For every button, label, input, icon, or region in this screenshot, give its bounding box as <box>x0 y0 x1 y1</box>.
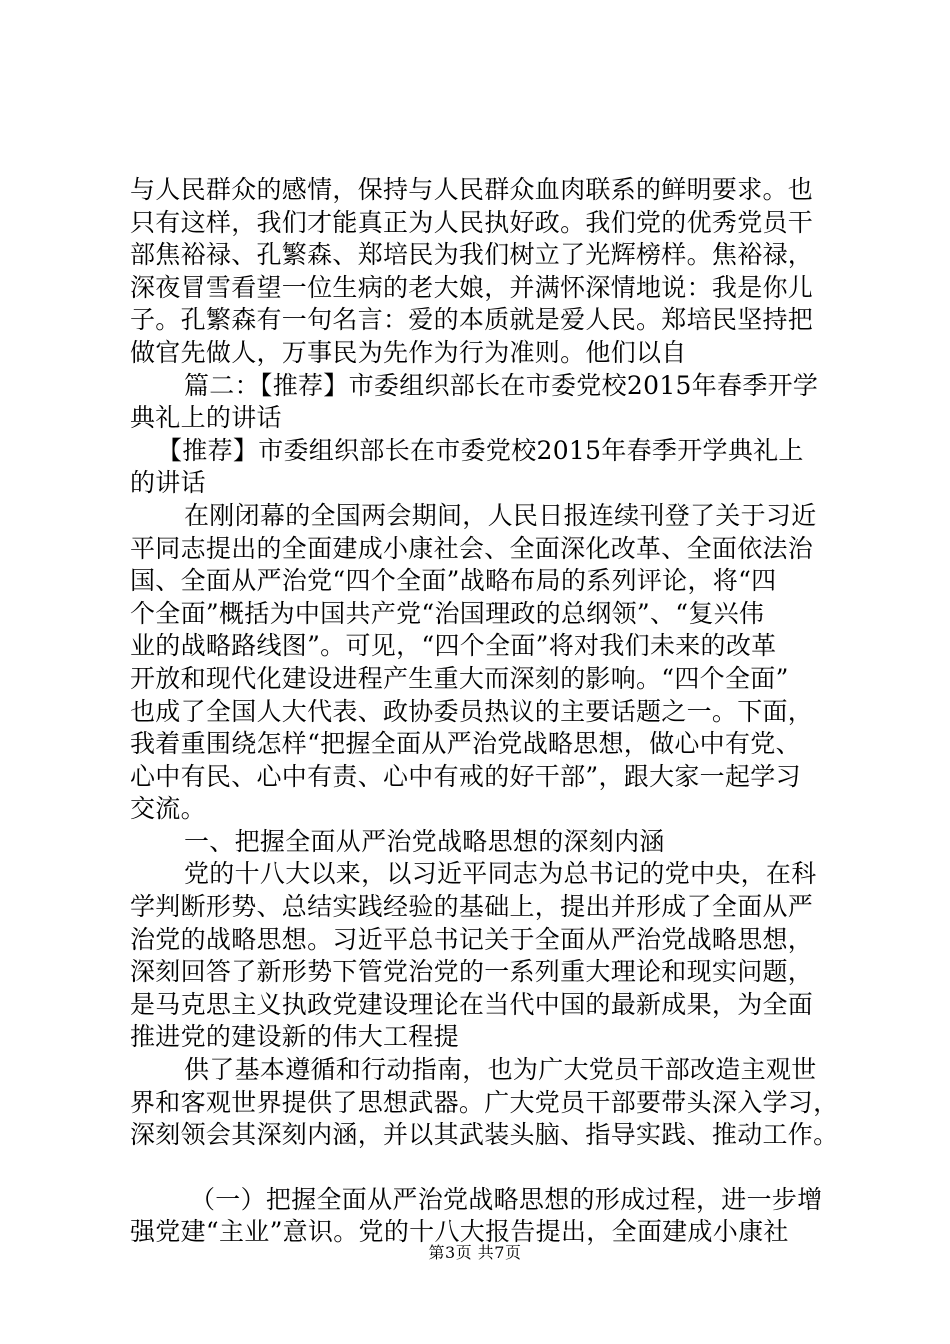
text-line: 心中有民、心中有责、心中有戒的好干部”，跟大家一起学习 <box>130 761 801 791</box>
text-line: 深刻领会其深刻内涵，并以其武装头脑、指导实践、推动工作。 <box>130 1120 839 1150</box>
section-heading-part-two: 篇二：【推荐】市委组织部长在市委党校2015年春季开学 <box>184 370 819 400</box>
text-line: 我着重围绕怎样“把握全面从严治党战略思想，做心中有党、 <box>130 729 801 759</box>
text-line: 深夜冒雪看望一位生病的老大娘，并满怀深情地说：我是你儿 <box>130 272 814 302</box>
text-line: 也成了全国人大代表、政协委员热议的主要话题之一。下面， <box>130 696 814 726</box>
document-body <box>130 174 839 1249</box>
text-line: 做官先做人，万事民为先作为行为准则。他们以自 <box>130 337 687 367</box>
text-line: 治党的战略思想。习近平总书记关于全面从严治党战略思想， <box>130 924 814 954</box>
subsection-heading: 一、把握全面从严治党战略思想的深刻内涵 <box>184 826 665 856</box>
article-title-cont: 的讲话 <box>130 468 206 498</box>
page-number-footer: 第3页 共7页 <box>428 1243 522 1262</box>
text-line: 学判断形势、总结实践经验的基础上，提出并形成了全面从严 <box>130 892 814 922</box>
text-line: 供了基本遵循和行动指南，也为广大党员干部改造主观世 <box>184 1055 817 1085</box>
article-title: 【推荐】市委组织部长在市委党校2015年春季开学典礼上 <box>157 435 804 465</box>
paragraph-gap <box>130 1152 830 1184</box>
text-line: 只有这样，我们才能真正为人民执好政。我们党的优秀党员干 <box>130 207 814 237</box>
text-line: 交流。 <box>130 794 206 824</box>
text-line: 业的战略路线图”。可见，“四个全面”将对我们未来的改革 <box>130 631 777 661</box>
text-line: 平同志提出的全面建成小康社会、全面深化改革、全面依法治 <box>130 533 814 563</box>
text-line: 党的十八大以来，以习近平同志为总书记的党中央，在科 <box>184 859 817 889</box>
text-line: （一）把握全面从严治党战略思想的形成过程，进一步增 <box>190 1184 823 1214</box>
text-line: 深刻回答了新形势下管党治党的一系列重大理论和现实问题， <box>130 957 814 987</box>
section-heading-part-two-cont: 典礼上的讲话 <box>130 403 282 433</box>
text-line: 是马克思主义执政党建设理论在当代中国的最新成果，为全面 <box>130 989 814 1019</box>
text-line: 在刚闭幕的全国两会期间，人民日报连续刊登了关于习近 <box>184 500 817 530</box>
text-line: 个全面”概括为中国共产党“治国理政的总纲领”、“复兴伟 <box>130 598 765 628</box>
text-line: 开放和现代化建设进程产生重大而深刻的影响。“四个全面” <box>130 663 789 693</box>
text-line: 与人民群众的感情，保持与人民群众血肉联系的鲜明要求。也 <box>130 175 814 204</box>
text-line: 部焦裕禄、孔繁森、郑培民为我们树立了光辉榜样。焦裕禄， <box>130 240 814 270</box>
text-line: 界和客观世界提供了思想武器。广大党员干部要带头深入学习， <box>130 1087 839 1117</box>
text-line: 强党建“主业”意识。党的十八大报告提出，全面建成小康社 <box>130 1217 789 1247</box>
text-line: 国、全面从严治党“四个全面”战略布局的系列评论，将“四 <box>130 566 777 596</box>
text-line: 子。孔繁森有一句名言：爱的本质就是爱人民。郑培民坚持把 <box>130 305 814 335</box>
text-line: 推进党的建设新的伟大工程提 <box>130 1022 459 1052</box>
